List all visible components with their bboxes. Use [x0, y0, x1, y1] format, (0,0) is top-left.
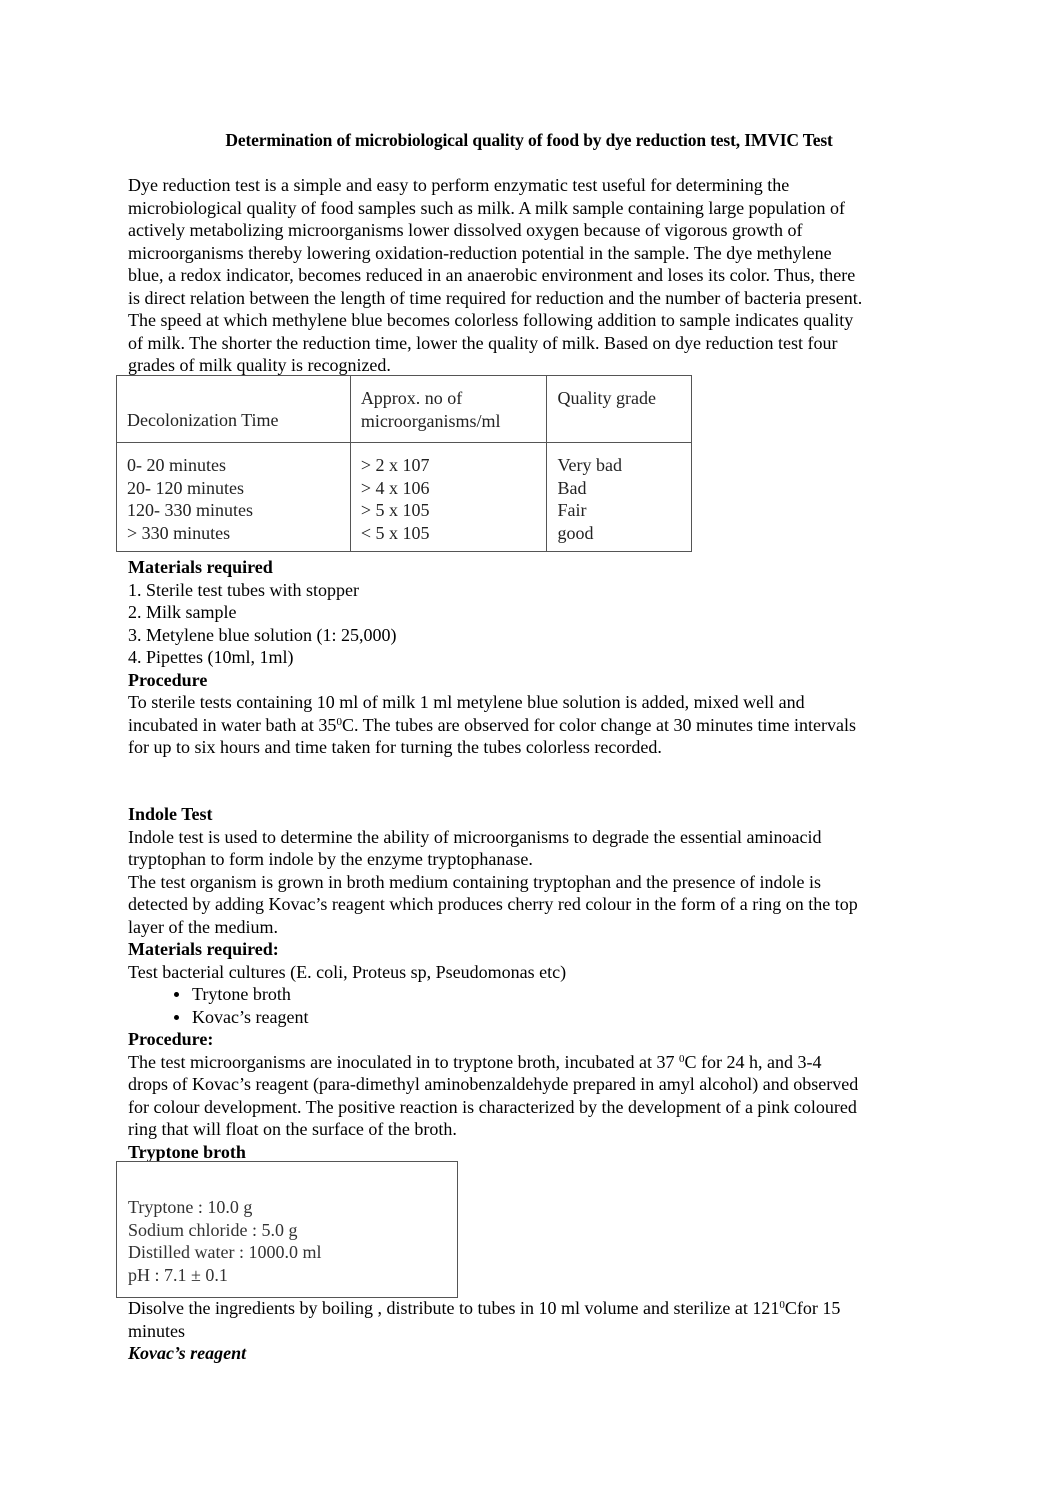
procedure-line: To sterile tests containing 10 ml of milk 1 ml metylene blue solution is added, mixed well and	[128, 692, 805, 712]
composition-item: pH : 7.1 ± 0.1	[128, 1264, 228, 1285]
intro-line: microbiological quality of food samples such as milk. A milk sample containing large population of	[128, 197, 846, 218]
time-value: > 330 minutes	[127, 522, 231, 543]
section-heading: Materials required	[128, 557, 273, 577]
grade-value: good	[557, 522, 594, 543]
grades-cell	[547, 443, 692, 552]
materials-intro: Test bacterial cultures (E. coli, Proteus sp, Pseudomonas etc)	[128, 961, 567, 982]
times-cell	[117, 443, 351, 552]
time-value: 0- 20 minutes	[127, 455, 226, 475]
procedure-line: drops of Kovac’s reagent (para-dimethyl aminobenzaldehyde prepared in amyl alcohol) and observed	[128, 1074, 859, 1094]
list-item: 3. Metylene blue solution (1: 25,000)	[128, 624, 397, 645]
superscript: 0	[779, 1299, 785, 1311]
milk-quality-grade-table	[116, 375, 692, 552]
intro-line: Dye reduction test is a simple and easy to perform enzymatic test useful for determining the	[128, 175, 790, 195]
text-span: Disolve the ingredients by boiling , distribute to tubes in 10 ml volume and sterilize at 121	[128, 1298, 780, 1318]
time-value: 20- 120 minutes	[127, 477, 244, 498]
indole-section	[128, 803, 928, 1163]
broth-composition	[128, 1196, 321, 1286]
section-heading: Procedure:	[128, 1029, 214, 1049]
list-item: Trytone broth	[128, 983, 928, 1006]
indole-line: Indole test is used to determine the ability of microorganisms to degrade the essential aminoacid	[128, 826, 822, 847]
list-item: Kovac’s reagent	[128, 1006, 928, 1029]
list-item: 2. Milk sample	[128, 602, 237, 622]
intro-line: microorganisms thereby lowering oxidation-reduction potential in the sample. The dye methylene	[128, 242, 832, 263]
counts-cell	[350, 443, 547, 552]
kovacs-reagent-heading: Kovac’s reagent	[128, 1343, 247, 1363]
time-value: 120- 330 minutes	[127, 500, 253, 520]
text-span: C. The tubes are observed for color change at 30 minutes time intervals	[341, 714, 856, 735]
intro-line: actively metabolizing microorganisms lower dissolved oxygen because of vigorous growth of	[128, 220, 803, 240]
procedure-line	[128, 714, 928, 737]
text-span: The test microorganisms are inoculated in to tryptone broth, incubated at 37	[128, 1051, 680, 1072]
grade-value: Very bad	[557, 455, 622, 475]
list-item: 1. Sterile test tubes with stopper	[128, 579, 359, 600]
composition-item: Distilled water : 1000.0 ml	[128, 1242, 322, 1262]
count-value: > 5 x 105	[360, 500, 430, 520]
table-row	[117, 443, 692, 552]
grade-value: Bad	[557, 477, 587, 498]
header-cell	[350, 376, 547, 443]
text-span: Cfor 15	[784, 1298, 841, 1318]
intro-paragraph	[128, 174, 928, 377]
dye-materials-section	[128, 556, 928, 759]
section-heading: Procedure	[128, 669, 208, 690]
section-heading: Tryptone broth	[128, 1141, 246, 1162]
indole-line: detected by adding Kovac’s reagent which produces cherry red colour in the form of a ring on the top	[128, 894, 858, 914]
header-cell	[117, 376, 351, 443]
header-microorganisms-ml: microorganisms/ml	[360, 410, 501, 431]
procedure-line: ring that will float on the surface of the broth.	[128, 1119, 457, 1139]
dissolve-section	[128, 1297, 928, 1365]
composition-item: Tryptone : 10.0 g	[128, 1197, 253, 1217]
intro-line: is direct relation between the length of time required for reduction and the number of bacteria present.	[128, 287, 863, 308]
intro-line: blue, a redox indicator, becomes reduced in an anaerobic environment and loses its color. Thus, there	[128, 265, 856, 285]
intro-line: of milk. The shorter the reduction time, lower the quality of milk. Based on dye reduction test four	[128, 332, 838, 353]
intro-line: The speed at which methylene blue becomes colorless following addition to sample indicates quality	[128, 310, 854, 330]
table-header-row	[117, 376, 692, 443]
intro-line: grades of milk quality is recognized.	[128, 355, 391, 375]
dissolve-line	[128, 1297, 928, 1320]
indole-line: tryptophan to form indole by the enzyme tryptophanase.	[128, 849, 533, 869]
list-item: 4. Pipettes (10ml, 1ml)	[128, 647, 294, 667]
bullet-list	[128, 983, 928, 1028]
composition-item: Sodium chloride : 5.0 g	[128, 1219, 298, 1240]
indole-line: The test organism is grown in broth medium containing tryptophan and the presence of indole is	[128, 871, 822, 892]
page-title: Determination of microbiological quality of food by dye reduction test, IMVIC Test	[225, 130, 833, 150]
header-approx-no: Approx. no of	[360, 388, 463, 408]
text-span: C for 24 h, and 3-4	[684, 1051, 822, 1072]
header-cell	[547, 376, 692, 443]
header-decolonization-time: Decolonization Time	[127, 410, 279, 430]
text-span: incubated in water bath at 35	[128, 714, 337, 735]
count-value: > 2 x 107	[360, 455, 430, 475]
section-heading: Materials required:	[128, 939, 279, 959]
procedure-line: for up to six hours and time taken for turning the tubes colorless recorded.	[128, 737, 662, 757]
superscript: 0	[679, 1052, 685, 1065]
dissolve-line: minutes	[128, 1320, 185, 1341]
procedure-line	[128, 1051, 928, 1074]
grade-value: Fair	[557, 500, 587, 520]
count-value: > 4 x 106	[360, 477, 430, 498]
section-heading: Indole Test	[128, 804, 213, 824]
count-value: < 5 x 105	[360, 522, 430, 543]
superscript: 0	[336, 715, 342, 728]
procedure-line: for colour development. The positive reaction is characterized by the development of a pink coloured	[128, 1096, 857, 1117]
tryptone-broth-box	[116, 1161, 458, 1298]
header-quality-grade: Quality grade	[557, 388, 656, 408]
indole-line: layer of the medium.	[128, 916, 278, 937]
